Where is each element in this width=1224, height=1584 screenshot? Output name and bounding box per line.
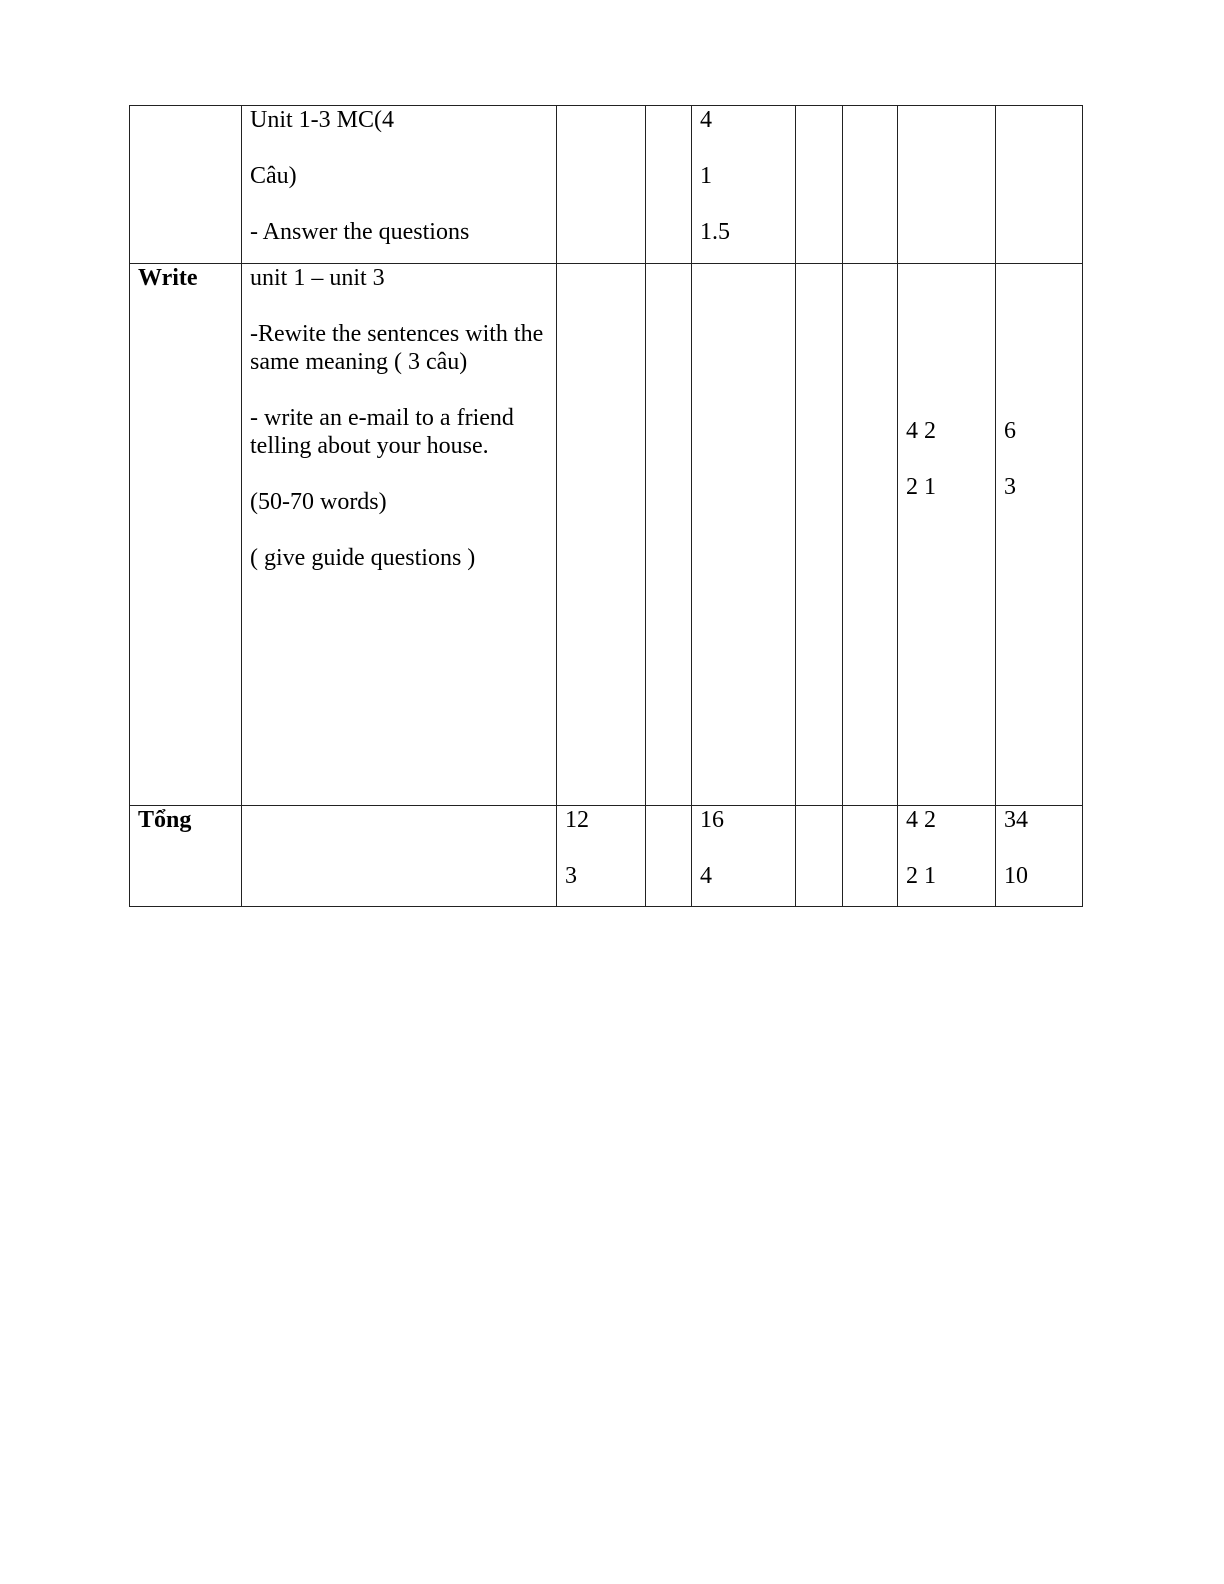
cell-value: 10 bbox=[1004, 863, 1028, 889]
value-cell bbox=[843, 106, 898, 264]
cell-value: 16 bbox=[700, 807, 724, 833]
cell-value: 4 bbox=[700, 107, 712, 133]
content-line: Unit 1-3 MC(4 bbox=[250, 107, 394, 133]
value-cell bbox=[557, 264, 646, 806]
content-line: Câu) bbox=[250, 163, 297, 189]
content-line: - write an e-mail to a friend telling about your house. bbox=[250, 405, 514, 459]
value-cell bbox=[796, 806, 843, 907]
value-cell bbox=[692, 264, 796, 806]
cell-value: 1 bbox=[700, 163, 712, 189]
exam-matrix-table bbox=[129, 105, 1083, 907]
cell-value: 12 bbox=[565, 807, 589, 833]
value-cell bbox=[996, 806, 1083, 907]
table-row bbox=[130, 264, 1083, 806]
value-cell bbox=[996, 264, 1083, 806]
value-cell bbox=[996, 106, 1083, 264]
cell-value: 2 1 bbox=[906, 474, 936, 500]
content-line: unit 1 – unit 3 bbox=[250, 265, 385, 291]
value-cell bbox=[646, 806, 692, 907]
cell-value: 3 bbox=[1004, 474, 1016, 500]
cell-value: 4 bbox=[700, 863, 712, 889]
content-line: ( give guide questions ) bbox=[250, 545, 476, 571]
content-line: -Rewite the sentences with the same meaning ( 3 câu) bbox=[250, 321, 544, 375]
content-cell bbox=[242, 106, 557, 264]
value-cell bbox=[557, 806, 646, 907]
value-cell bbox=[692, 806, 796, 907]
value-cell bbox=[796, 264, 843, 806]
row-label: Write bbox=[130, 264, 242, 806]
table-row bbox=[130, 806, 1083, 907]
cell-value: 2 1 bbox=[906, 863, 936, 889]
cell-value: 34 bbox=[1004, 807, 1028, 833]
cell-value: 6 bbox=[1004, 418, 1016, 444]
content-line: - Answer the questions bbox=[250, 219, 470, 245]
value-cell bbox=[843, 806, 898, 907]
content-line: (50-70 words) bbox=[250, 489, 387, 515]
cell-value: 4 2 bbox=[906, 807, 936, 833]
value-cell bbox=[646, 264, 692, 806]
value-cell bbox=[557, 106, 646, 264]
value-cell bbox=[692, 106, 796, 264]
value-cell bbox=[843, 264, 898, 806]
row-label bbox=[130, 106, 242, 264]
cell-value: 1.5 bbox=[700, 219, 730, 245]
value-cell bbox=[646, 106, 692, 264]
content-cell bbox=[242, 264, 557, 806]
value-cell bbox=[898, 106, 996, 264]
value-cell bbox=[898, 806, 996, 907]
content-cell bbox=[242, 806, 557, 907]
value-cell bbox=[796, 106, 843, 264]
cell-value: 3 bbox=[565, 863, 577, 889]
cell-value: 4 2 bbox=[906, 418, 936, 444]
table-row bbox=[130, 106, 1083, 264]
row-label: Tổng bbox=[130, 806, 242, 907]
value-cell bbox=[898, 264, 996, 806]
